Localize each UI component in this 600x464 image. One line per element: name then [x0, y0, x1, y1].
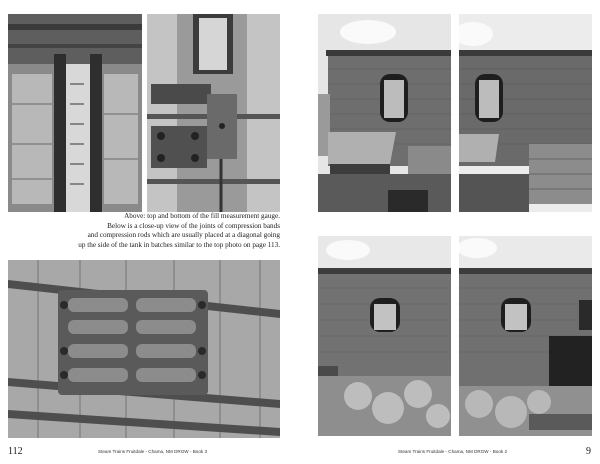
- caption-line: Above: top and bottom of the fill measurement gauge.: [124, 212, 280, 220]
- photo-building-1: [318, 14, 451, 212]
- left-page-number: 112: [8, 446, 23, 457]
- right-page-footer: Steam Trains Fruitdale - Chama, NM DRGW - Book 2: [398, 449, 508, 454]
- caption-line: up the side of the tank in batches similar to the top photo on page 113.: [78, 240, 280, 249]
- photo-gauge-bottom: [147, 14, 280, 212]
- caption-line: and compression rods which are usually placed at a diagonal going: [87, 231, 280, 239]
- photo-building-2: [459, 14, 592, 212]
- right-page-number: 9: [586, 446, 591, 457]
- photo-building-4: [459, 236, 592, 436]
- photo-caption: [14, 212, 280, 250]
- photo-building-3: [318, 236, 451, 436]
- photo-compression-bands: [8, 260, 280, 438]
- left-page-footer: Steam Trains Fruitdale - Chama, NM DRGW - Book 3: [98, 449, 208, 454]
- photo-gauge-top: [8, 14, 142, 212]
- caption-line: Below is a close-up view of the joints of compression bands: [107, 221, 280, 230]
